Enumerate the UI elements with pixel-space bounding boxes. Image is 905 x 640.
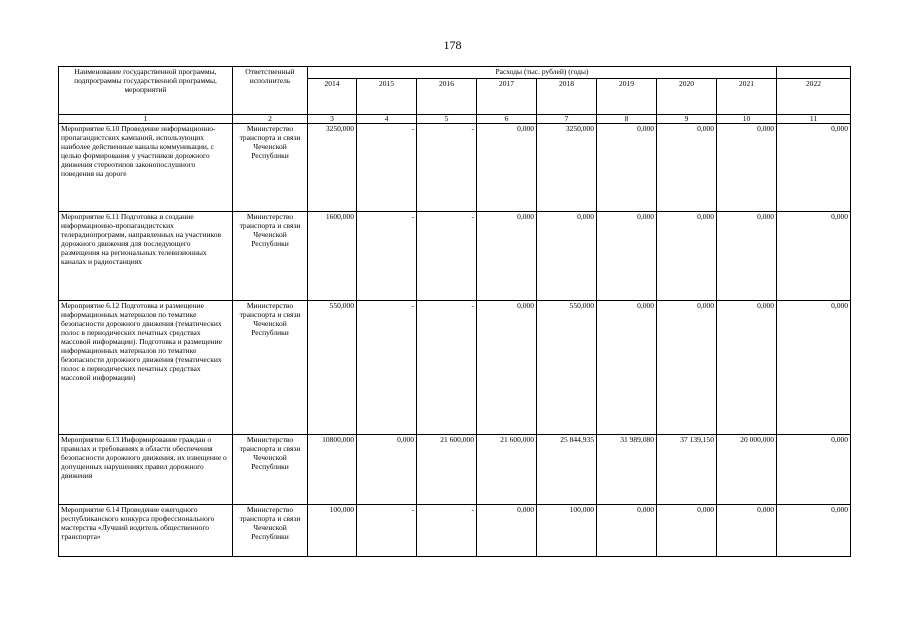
- header-year: 2021: [717, 79, 777, 115]
- table-row: [59, 505, 851, 557]
- value-cell: 31 989,080: [597, 435, 657, 505]
- value-cell: 37 139,150: [657, 435, 717, 505]
- header-name: Наименование государственной программы, подпрограммы государственной программы, мероприятий: [59, 67, 233, 115]
- value-cell: 0,000: [717, 124, 777, 212]
- value-cell: 0,000: [717, 505, 777, 557]
- value-cell: 21 600,000: [417, 435, 477, 505]
- measure-name: Мероприятие 6.13 Информирование граждан о правилах и требованиях в области обеспечения безопасности дорожного движения, их извещение о допущенных нарушениях правил дорожного движения: [59, 435, 233, 505]
- header-year: 2019: [597, 79, 657, 115]
- value-cell: 0,000: [717, 212, 777, 301]
- measure-name: Мероприятие 6.14 Проведение ежегодного республиканского конкурса профессионального мастерства «Лучший водитель общественного транспорта»: [59, 505, 233, 557]
- value-cell: 0,000: [477, 301, 537, 435]
- measure-name: Мероприятие 6.10 Проведение информационно-пропагандистских кампаний, использующих наиболее действенные каналы коммуникации, с целью формирования у участников дорожного движения стереотипов законопослушного поведения на дороге: [59, 124, 233, 212]
- value-cell: 21 600,000: [477, 435, 537, 505]
- value-cell: -: [417, 301, 477, 435]
- value-cell: 0,000: [357, 435, 417, 505]
- table-row: [59, 212, 851, 301]
- value-cell: 0,000: [777, 212, 851, 301]
- value-cell: 0,000: [597, 505, 657, 557]
- column-number: 10: [717, 115, 777, 124]
- header-year: 2016: [417, 79, 477, 115]
- expenses-table: [58, 66, 851, 557]
- value-cell: 0,000: [477, 124, 537, 212]
- value-cell: 25 844,935: [537, 435, 597, 505]
- column-number: 6: [477, 115, 537, 124]
- value-cell: -: [357, 505, 417, 557]
- column-number: 9: [657, 115, 717, 124]
- measure-executor: Министерство транспорта и связи Чеченской Республики: [233, 301, 308, 435]
- column-number: 1: [59, 115, 233, 124]
- table-row: [59, 301, 851, 435]
- page-number: 178: [443, 38, 462, 52]
- value-cell: 3250,000: [537, 124, 597, 212]
- measure-executor: Министерство транспорта и связи Чеченской Республики: [233, 505, 308, 557]
- header-executor: Ответственный исполнитель: [233, 67, 308, 115]
- column-number: 4: [357, 115, 417, 124]
- header-year: 2014: [308, 79, 357, 115]
- table-row: [59, 124, 851, 212]
- header-year: 2015: [357, 79, 417, 115]
- value-cell: 550,000: [537, 301, 597, 435]
- value-cell: 0,000: [777, 505, 851, 557]
- value-cell: -: [357, 212, 417, 301]
- value-cell: -: [417, 505, 477, 557]
- measure-executor: Министерство транспорта и связи Чеченской Республики: [233, 212, 308, 301]
- column-number: 7: [537, 115, 597, 124]
- header-year: 2020: [657, 79, 717, 115]
- value-cell: 10800,000: [308, 435, 357, 505]
- column-number: 11: [777, 115, 851, 124]
- column-number: 3: [308, 115, 357, 124]
- header-blank: [777, 67, 851, 79]
- column-number: 2: [233, 115, 308, 124]
- value-cell: 0,000: [777, 435, 851, 505]
- value-cell: -: [417, 212, 477, 301]
- value-cell: 20 000,000: [717, 435, 777, 505]
- header-year: 2022: [777, 79, 851, 115]
- value-cell: 0,000: [597, 124, 657, 212]
- column-number: 8: [597, 115, 657, 124]
- value-cell: 0,000: [717, 301, 777, 435]
- column-number: 5: [417, 115, 477, 124]
- table-row: [59, 435, 851, 505]
- value-cell: -: [417, 124, 477, 212]
- value-cell: 0,000: [657, 301, 717, 435]
- value-cell: 0,000: [777, 301, 851, 435]
- value-cell: 0,000: [597, 212, 657, 301]
- value-cell: -: [357, 301, 417, 435]
- measure-name: Мероприятие 6.11 Подготовка и создание информационно-пропагандистских телерадиопрограмм, направленных на участников дорожного движения для последующего размещения на региональных телевизионных каналах и радиостанциях: [59, 212, 233, 301]
- header-year: 2017: [477, 79, 537, 115]
- value-cell: 3250,000: [308, 124, 357, 212]
- value-cell: 100,000: [308, 505, 357, 557]
- value-cell: 100,000: [537, 505, 597, 557]
- value-cell: 550,000: [308, 301, 357, 435]
- measure-name: Мероприятие 6.12 Подготовка и размещение информационных материалов по тематике безопасности дорожного движения (тематических полос в периодических печатных средствах массовой информации). Подготовка и размещение информационных материалов по тематике безопасности дорожного движения (тематических полос в периодических печатных средствах массовой информации): [59, 301, 233, 435]
- measure-executor: Министерство транспорта и связи Чеченской Республики: [233, 435, 308, 505]
- value-cell: 0,000: [537, 212, 597, 301]
- value-cell: 0,000: [597, 301, 657, 435]
- header-expenses: Расходы (тыс. рублей) (годы): [308, 67, 777, 79]
- value-cell: 0,000: [657, 212, 717, 301]
- header-year: 2018: [537, 79, 597, 115]
- value-cell: -: [357, 124, 417, 212]
- value-cell: 0,000: [657, 124, 717, 212]
- value-cell: 0,000: [477, 505, 537, 557]
- measure-executor: Министерство транспорта и связи Чеченской Республики: [233, 124, 308, 212]
- value-cell: 0,000: [777, 124, 851, 212]
- value-cell: 0,000: [477, 212, 537, 301]
- value-cell: 1600,000: [308, 212, 357, 301]
- column-number-row: [59, 115, 851, 124]
- value-cell: 0,000: [657, 505, 717, 557]
